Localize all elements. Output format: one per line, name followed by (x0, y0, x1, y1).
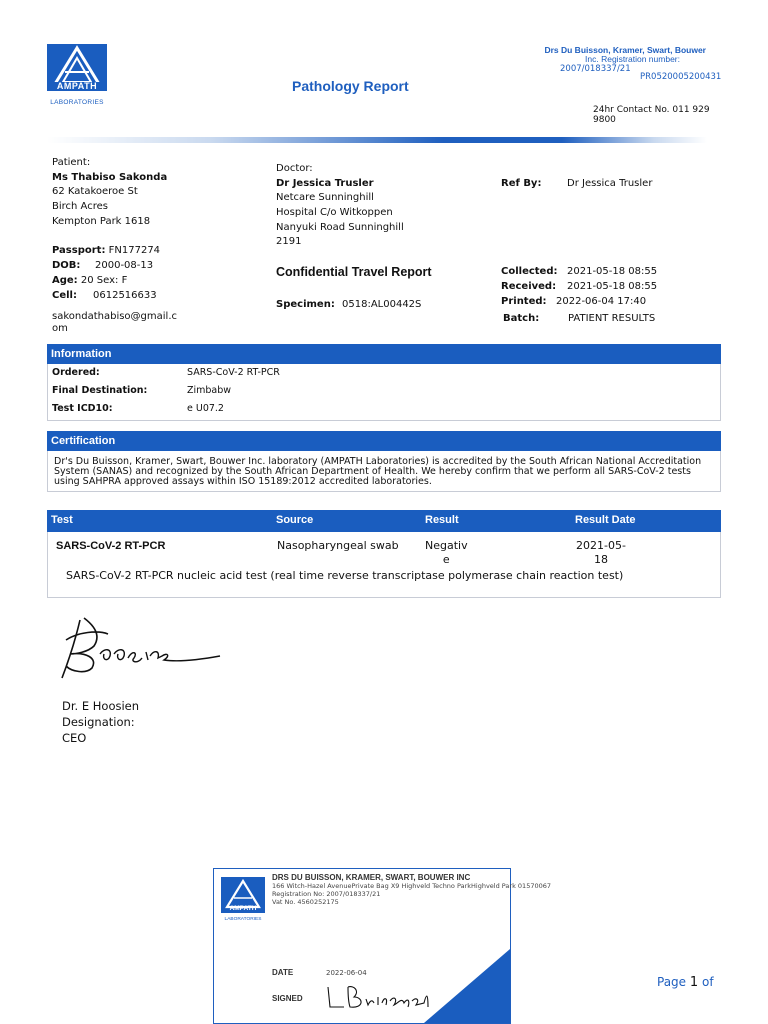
col-header-result: Result (425, 514, 459, 526)
information-header (47, 344, 721, 364)
email-line: om (52, 323, 68, 334)
info-value: SARS-CoV-2 RT-PCR (187, 367, 280, 378)
result-value (425, 539, 468, 567)
collected-value: 2021-05-18 08:55 (567, 266, 658, 277)
page-indicator (657, 975, 714, 990)
batch-label: Batch: (503, 313, 540, 324)
stamp-date-label: DATE (272, 968, 294, 977)
stamp-logo-subtitle: LABORATORIES (224, 917, 262, 922)
lab-registration-number: 2007/018337/21 (560, 64, 631, 74)
certification-box (47, 451, 721, 492)
logo-subtitle: LABORATORIES (50, 99, 104, 106)
doctor-address-line: Hospital C/o Witkoppen (276, 207, 393, 218)
lab-registration-label: Inc. Registration number: (585, 54, 680, 64)
certification-header (47, 431, 721, 451)
signature-image (58, 612, 228, 682)
specimen-value: 0518:AL00442S (342, 299, 422, 310)
doctor-address-line: 2191 (276, 236, 302, 247)
page-of: of (702, 975, 714, 989)
report-code: PR0520005200431 (640, 72, 722, 82)
doctor-label: Doctor: (276, 163, 313, 174)
age-label: Age: (52, 275, 78, 286)
result-description: SARS-CoV-2 RT-PCR nucleic acid test (real time reverse transcriptase polymerase chain reaction test) (66, 569, 624, 582)
stamp-signature (324, 981, 434, 1011)
collected-label: Collected: (501, 266, 558, 277)
age-sex-value: 20 Sex: F (80, 275, 128, 286)
printed-label: Printed: (501, 296, 547, 307)
report-type: Confidential Travel Report (276, 265, 432, 279)
page-number: 1 (689, 975, 699, 990)
designation-value: CEO (62, 731, 87, 745)
ref-by-label: Ref By: (501, 178, 542, 189)
stamp-vat: Vat No. 4560252175 (272, 898, 339, 906)
result-date (576, 539, 626, 567)
passport-label: Passport: (52, 245, 106, 256)
contact-number: 24hr Contact No. 011 929 9800 (593, 105, 710, 125)
dob-label: DOB: (52, 260, 81, 271)
ref-by-value: Dr Jessica Trusler (567, 178, 653, 189)
cell-value: 0612516633 (93, 290, 157, 301)
info-label: Ordered: (52, 367, 100, 378)
patient-address-line: 62 Katakoeroe St (52, 186, 138, 197)
stamp-signed-label: SIGNED (272, 994, 303, 1003)
stamp-date: 2022-06-04 (326, 969, 367, 977)
stamp-logo-wordmark: AMPATH (229, 905, 257, 912)
information-box (47, 364, 721, 421)
info-value: Zimbabw (187, 385, 232, 396)
info-value: e U07.2 (187, 403, 224, 414)
printed-value: 2022-06-04 17:40 (556, 296, 647, 307)
info-label: Final Destination: (52, 385, 148, 396)
information-title: Information (51, 348, 112, 360)
results-header (47, 510, 721, 532)
passport-value: FN177274 (108, 245, 161, 256)
result-value-line: e (442, 553, 450, 566)
col-header-result-date: Result Date (575, 514, 636, 526)
patient-label: Patient: (52, 157, 91, 168)
signatory-name: Dr. E Hoosien (62, 699, 140, 713)
doctor-address-line: Nanyuki Road Sunninghill (276, 222, 404, 233)
dob-value: 2000-08-13 (95, 260, 154, 271)
cell-label: Cell: (52, 290, 77, 301)
email-line: sakondathabiso@gmail.c (52, 311, 177, 322)
header-divider (47, 137, 707, 143)
specimen-label: Specimen: (276, 299, 335, 310)
lab-name: Drs Du Buisson, Kramer, Swart, Bouwer (544, 45, 706, 55)
stamp-address: 166 Witch-Hazel AvenuePrivate Bag X9 Highveld Techno ParkHighveld Park 01570067 (272, 882, 552, 890)
doctor-name: Dr Jessica Trusler (276, 178, 374, 189)
results-box (47, 532, 721, 598)
result-source: Nasopharyngeal swab (277, 539, 399, 552)
col-header-source: Source (276, 514, 314, 526)
signatory-block (62, 698, 139, 746)
patient-address-line: Kempton Park 1618 (52, 216, 151, 227)
result-value-line: Negativ (425, 539, 468, 552)
lab-stamp (213, 868, 552, 1024)
doctor-address-line: Netcare Sunninghill (276, 192, 374, 203)
certification-title: Certification (51, 435, 116, 447)
batch-value: PATIENT RESULTS (568, 313, 656, 324)
ampath-logo (47, 44, 107, 108)
received-label: Received: (501, 281, 557, 292)
page-label: Page (657, 975, 687, 989)
certification-text: Dr's Du Buisson, Kramer, Swart, Bouwer Inc. laboratory (AMPATH Laboratories) is accredited by the South African National Accreditation System (SANAS) and recognized by the South African Department of Health. We hereby confirm that we perform all SARS-CoV-2 tests using SAHPRA approved assays within ISO 15189:2012 accredited laboratories. (54, 456, 702, 487)
col-header-test: Test (51, 514, 73, 526)
report-title: Pathology Report (292, 78, 409, 94)
designation-label: Designation: (62, 715, 135, 729)
age-sex-row (52, 273, 127, 288)
logo-wordmark: AMPATH (56, 81, 98, 91)
result-date-line: 18 (593, 553, 608, 566)
stamp-company: DRS DU BUISSON, KRAMER, SWART, BOUWER INC (272, 873, 471, 882)
stamp-logo (221, 877, 265, 925)
passport-row (52, 243, 160, 258)
patient-address-line: Birch Acres (52, 201, 108, 212)
info-label: Test ICD10: (52, 403, 113, 414)
patient-email[interactable] (52, 311, 177, 335)
stamp-registration: Registration No: 2007/018337/21 (272, 890, 381, 898)
result-date-line: 2021-05- (576, 539, 626, 552)
received-value: 2021-05-18 08:55 (567, 281, 658, 292)
patient-name: Ms Thabiso Sakonda (52, 172, 168, 183)
result-test-name: SARS-CoV-2 RT-PCR (56, 540, 166, 552)
